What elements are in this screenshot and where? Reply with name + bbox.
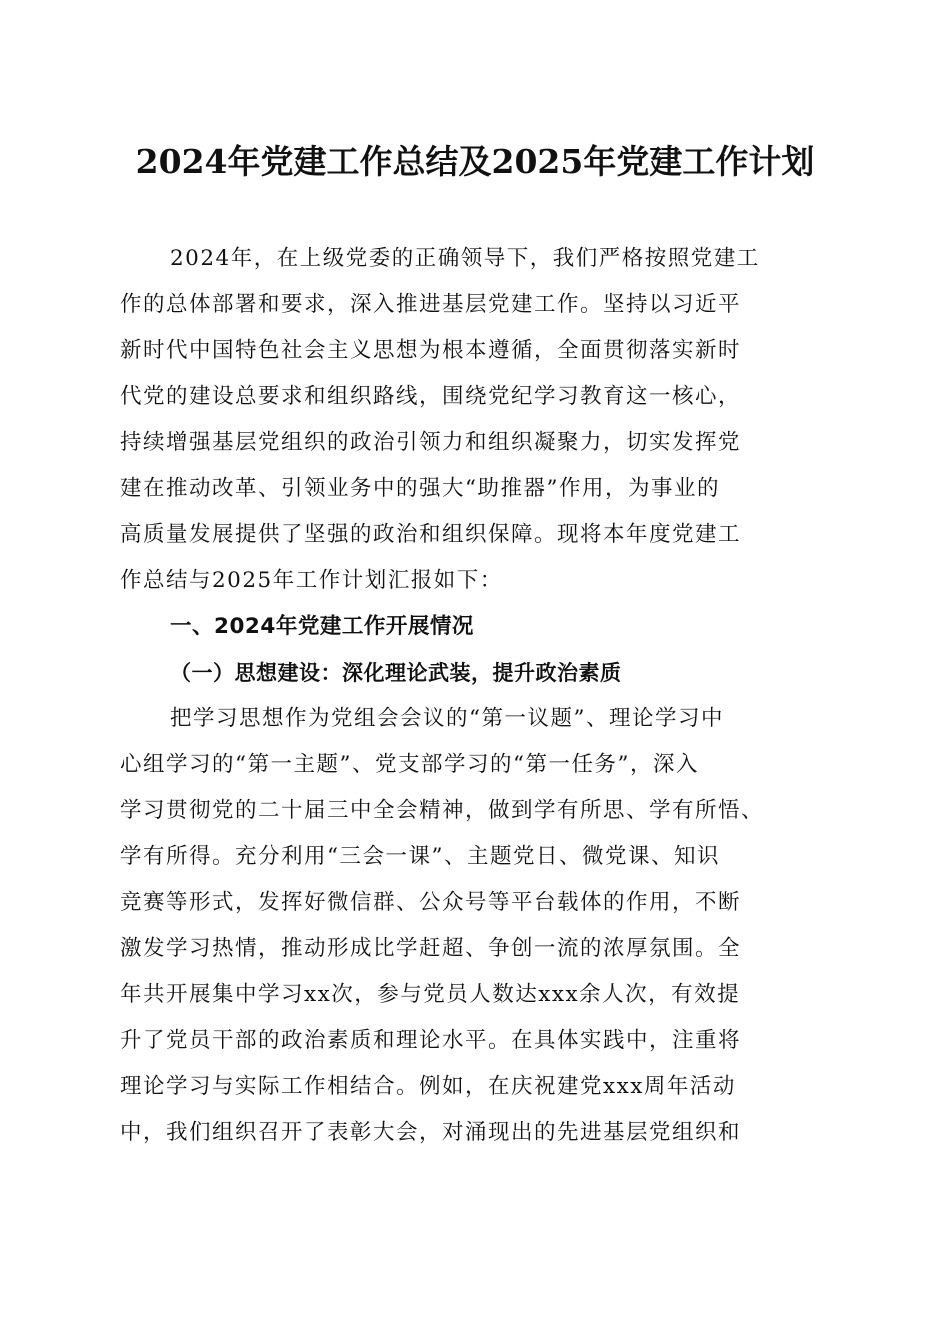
intro-line: 持续增强基层党组织的政治引领力和组织凝聚力，切实发挥党 [120,430,742,455]
body-line: 学习贯彻党的二十届三中全会精神，做到学有所思、学有所悟、 [120,798,765,823]
body-line: 激发学习热情，推动形成比学赶超、争创一流的浓厚氛围。全 [120,936,742,961]
intro-line: 作的总体部署和要求，深入推进基层党建工作。坚持以习近平 [120,292,742,317]
document-title: 2024年党建工作总结及2025年党建工作计划 [135,142,815,181]
section-heading: 一、2024年党建工作开展情况 [170,614,474,639]
intro-line: 作总结与2025年工作计划汇报如下： [120,568,503,593]
body-line: 竞赛等形式，发挥好微信群、公众号等平台载体的作用，不断 [120,890,742,915]
intro-line: 代党的建设总要求和组织路线，围绕党纪学习教育这一核心， [120,384,742,409]
intro-line: 新时代中国特色社会主义思想为根本遵循，全面贯彻落实新时 [120,338,742,363]
body-line: 心组学习的“第一主题”、党支部学习的“第一任务”，深入 [120,752,699,777]
body-line: 学有所得。充分利用“三会一课”、主题党日、微党课、知识 [120,844,720,869]
body-line: 升了党员干部的政治素质和理论水平。在具体实践中，注重将 [120,1028,742,1053]
body-line: 理论学习与实际工作相结合。例如，在庆祝建党xxx周年活动 [120,1074,736,1099]
intro-line: 2024年，在上级党委的正确领导下，我们严格按照党建工 [170,246,760,271]
subsection-heading: （一）思想建设：深化理论武装，提升政治素质 [170,660,622,685]
intro-line: 高质量发展提供了坚强的政治和组织保障。现将本年度党建工 [120,522,742,547]
body-line: 年共开展集中学习xx次，参与党员人数达xxx余人次，有效提 [120,982,741,1007]
intro-line: 建在推动改革、引领业务中的强大“助推器”作用，为事业的 [120,476,720,501]
body-line: 把学习思想作为党组会会议的“第一议题”、理论学习中 [170,706,724,731]
body-line: 中，我们组织召开了表彰大会，对涌现出的先进基层党组织和 [120,1120,742,1145]
